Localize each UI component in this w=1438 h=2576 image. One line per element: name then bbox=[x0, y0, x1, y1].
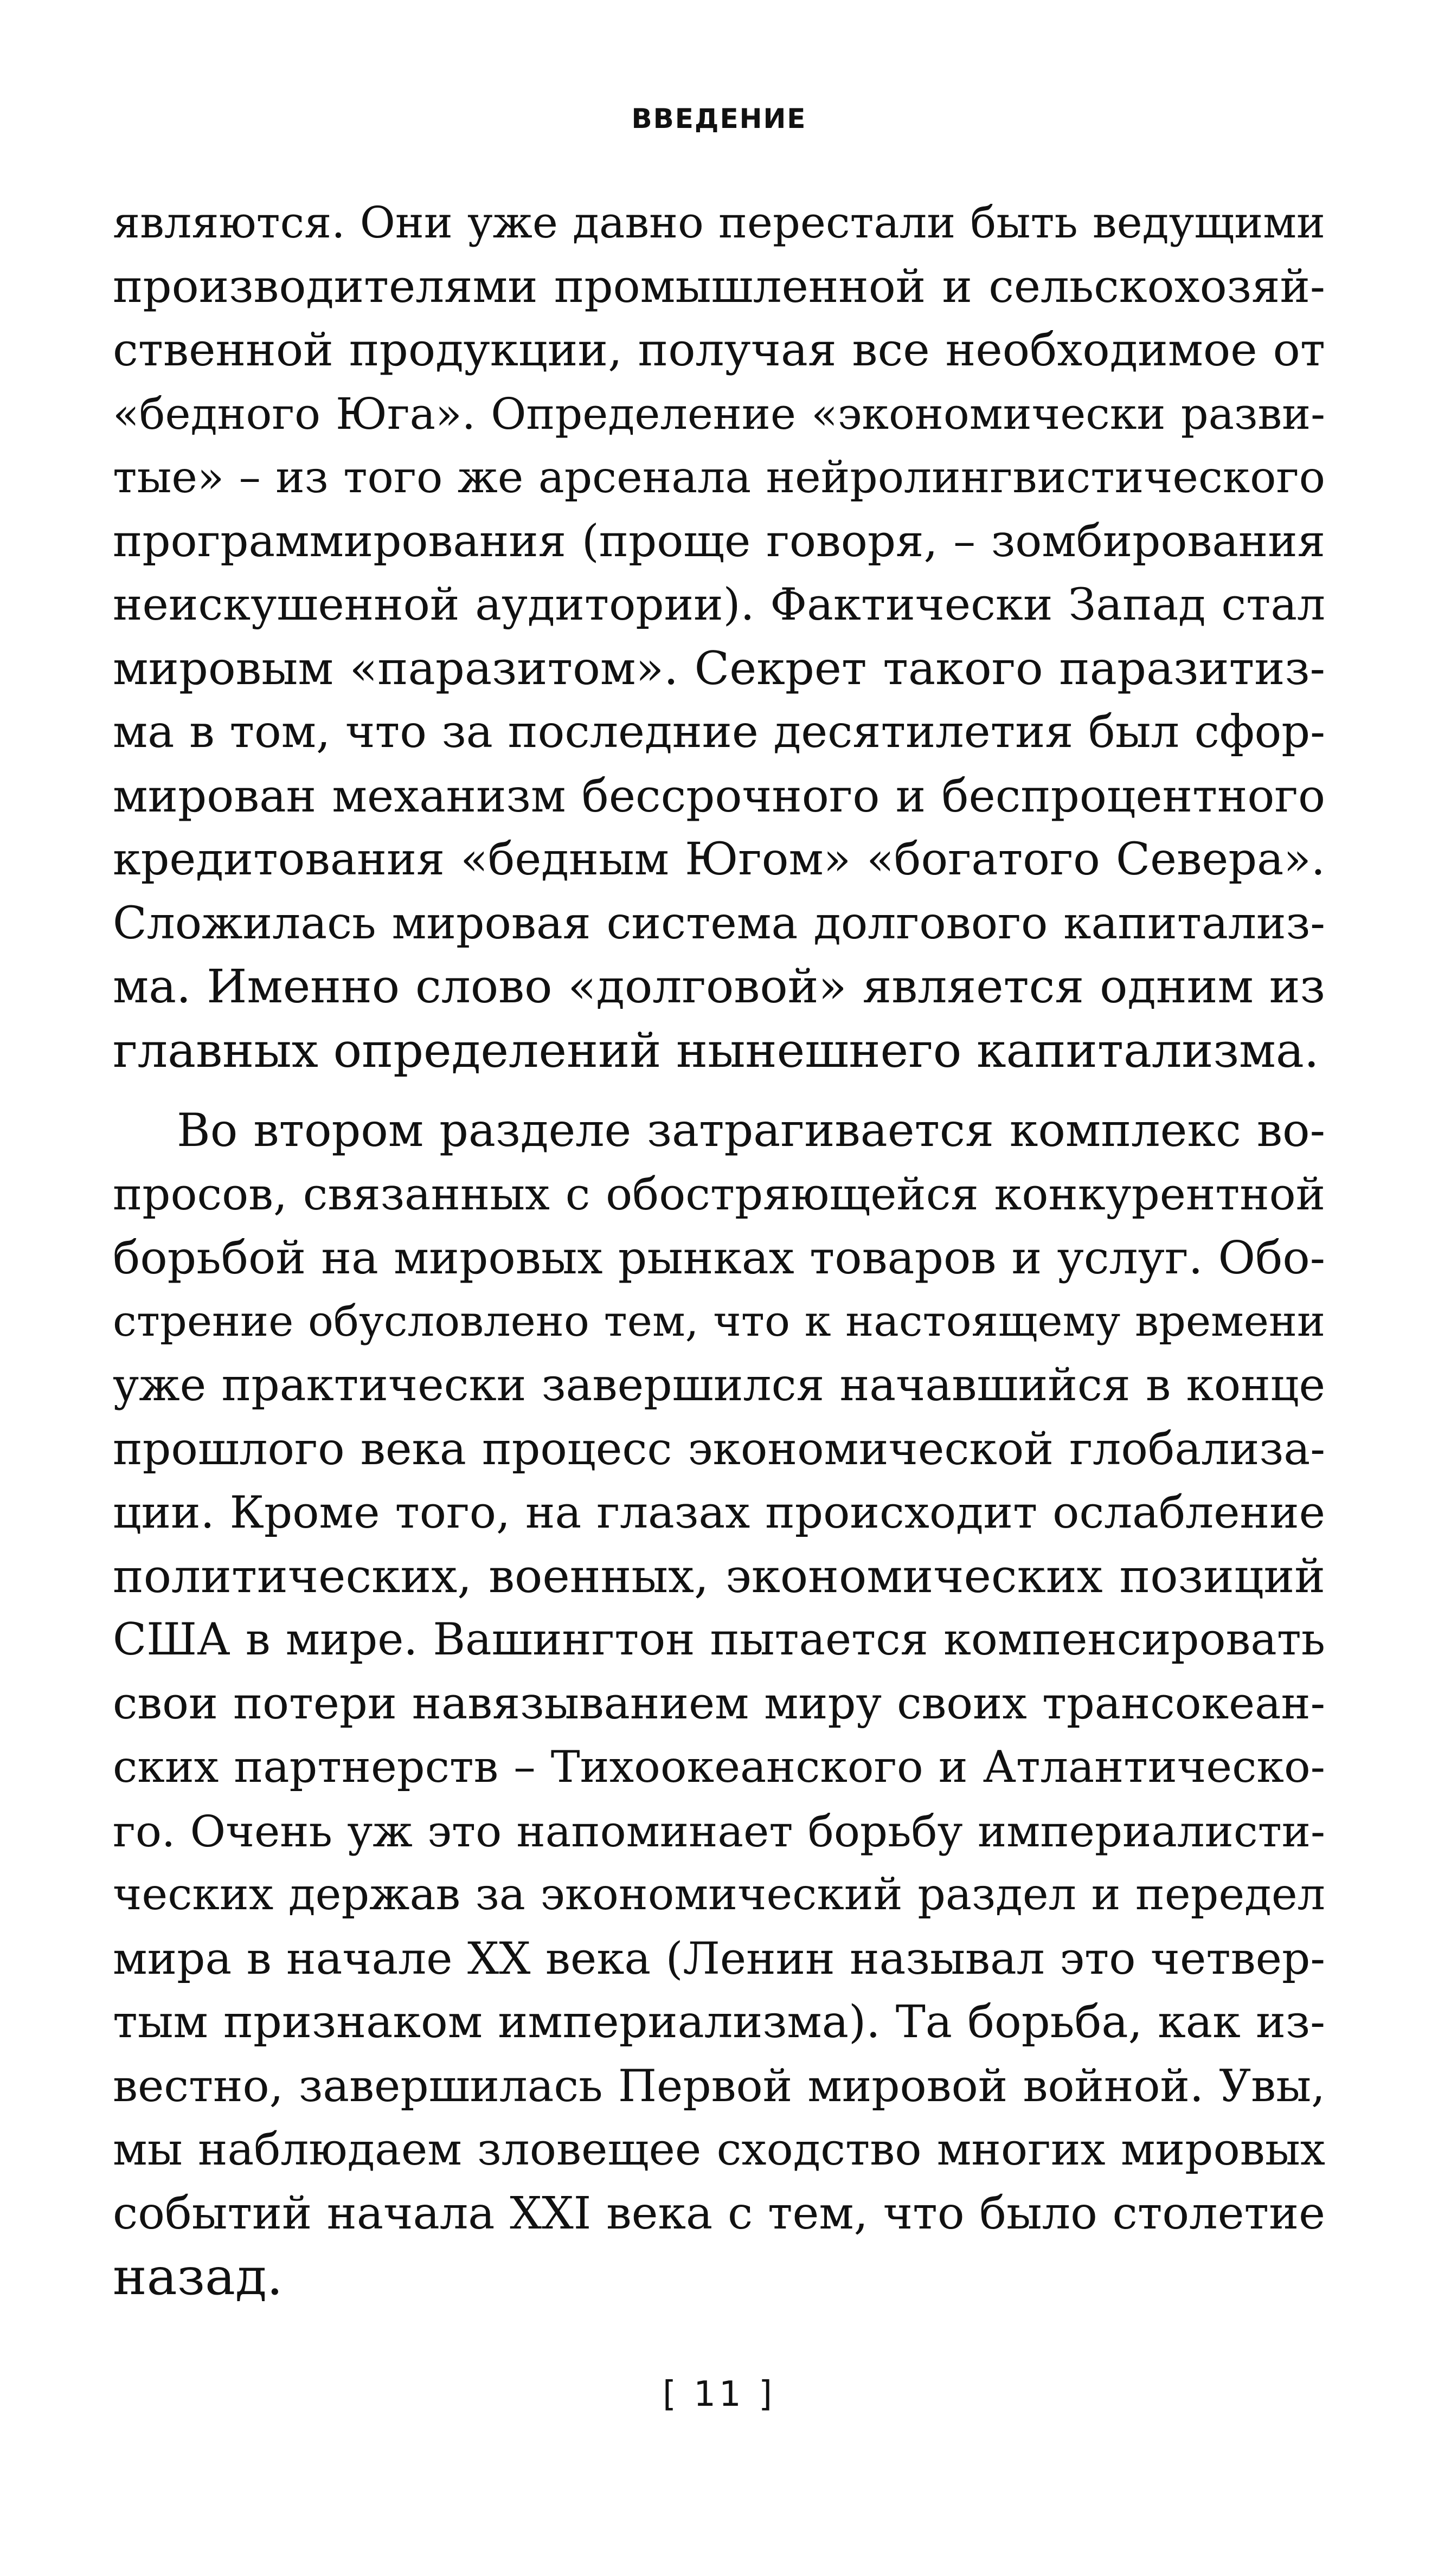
running-header: ВВЕДЕНИЕ bbox=[631, 103, 807, 134]
text-line: политических, военных, экономических позиций bbox=[113, 1549, 1325, 1603]
text-line: Сложилась мировая система долгового капитализ- bbox=[113, 897, 1325, 949]
text-line: «бедного Юга». Определение «экономически разви- bbox=[113, 388, 1325, 439]
text-line: стрение обусловлено тем, что к настоящему времени bbox=[113, 1297, 1325, 1346]
text-line: Во втором разделе затрагивается комплекс во- bbox=[177, 1104, 1325, 1157]
text-line: свои потери навязыванием миру своих трансокеан- bbox=[113, 1678, 1325, 1729]
text-line: являются. Они уже давно перестали быть ведущими bbox=[113, 197, 1325, 248]
text-line: вестно, завершилась Первой мировой войной. Увы, bbox=[113, 2060, 1325, 2112]
text-line: программирования (проще говоря, – зомбирования bbox=[113, 515, 1325, 567]
text-line: мировым «паразитом». Секрет такого паразитиз- bbox=[113, 641, 1325, 695]
text-line: просов, связанных с обостряющейся конкурентной bbox=[113, 1168, 1325, 1220]
text-line: назад. bbox=[113, 2247, 283, 2307]
text-line: ственной продукции, получая все необходимое от bbox=[113, 323, 1325, 376]
text-line: борьбой на мировых рынках товаров и услуг. Обо- bbox=[113, 1231, 1325, 1284]
text-line: ских партнерств – Тихоокеанского и Атлантическо- bbox=[113, 1742, 1325, 1793]
text-line: кредитования «бедным Югом» «богатого Севера». bbox=[113, 833, 1325, 885]
text-line: неискушенной аудитории). Фактически Запад стал bbox=[113, 579, 1325, 630]
text-line: тые» – из того же арсенала нейролингвистического bbox=[113, 452, 1325, 503]
text-line: ции. Кроме того, на глазах происходит ослабление bbox=[113, 1487, 1325, 1538]
text-line: США в мире. Вашингтон пытается компенсировать bbox=[113, 1614, 1325, 1665]
paragraph-1 bbox=[113, 191, 1325, 1083]
text-line: прошлого века процесс экономической глобализа- bbox=[113, 1423, 1325, 1475]
text-line: событий начала XXI века с тем, что было столетие bbox=[113, 2187, 1325, 2239]
text-line: ма. Именно слово «долговой» является одним из bbox=[113, 960, 1325, 1014]
paragraph-gap bbox=[113, 1083, 1325, 1099]
text-line: го. Очень уж это напоминает борьбу империалисти- bbox=[113, 1806, 1325, 1857]
page-number: [ 11 ] bbox=[662, 2374, 776, 2414]
text-line: ма в том, что за последние десятилетия был сфор- bbox=[113, 706, 1325, 758]
text-line: мирован механизм бессрочного и беспроцентного bbox=[113, 769, 1325, 822]
text-line: мы наблюдаем зловещее сходство многих мировых bbox=[113, 2124, 1325, 2175]
text-line: уже практически завершился начавшийся в конце bbox=[113, 1360, 1325, 1411]
text-line: главных определений нынешнего капитализма. bbox=[113, 1022, 1319, 1078]
text-line: тым признаком империализма). Та борьба, как из- bbox=[113, 1996, 1325, 2048]
body-text bbox=[113, 191, 1325, 2309]
text-line: мира в начале XX века (Ленин называл это четвер- bbox=[113, 1933, 1325, 1985]
paragraph-2 bbox=[113, 1099, 1325, 2309]
text-line: производителями промышленной и сельскохозяй- bbox=[113, 260, 1325, 313]
text-line: ческих держав за экономический раздел и передел bbox=[113, 1869, 1325, 1920]
